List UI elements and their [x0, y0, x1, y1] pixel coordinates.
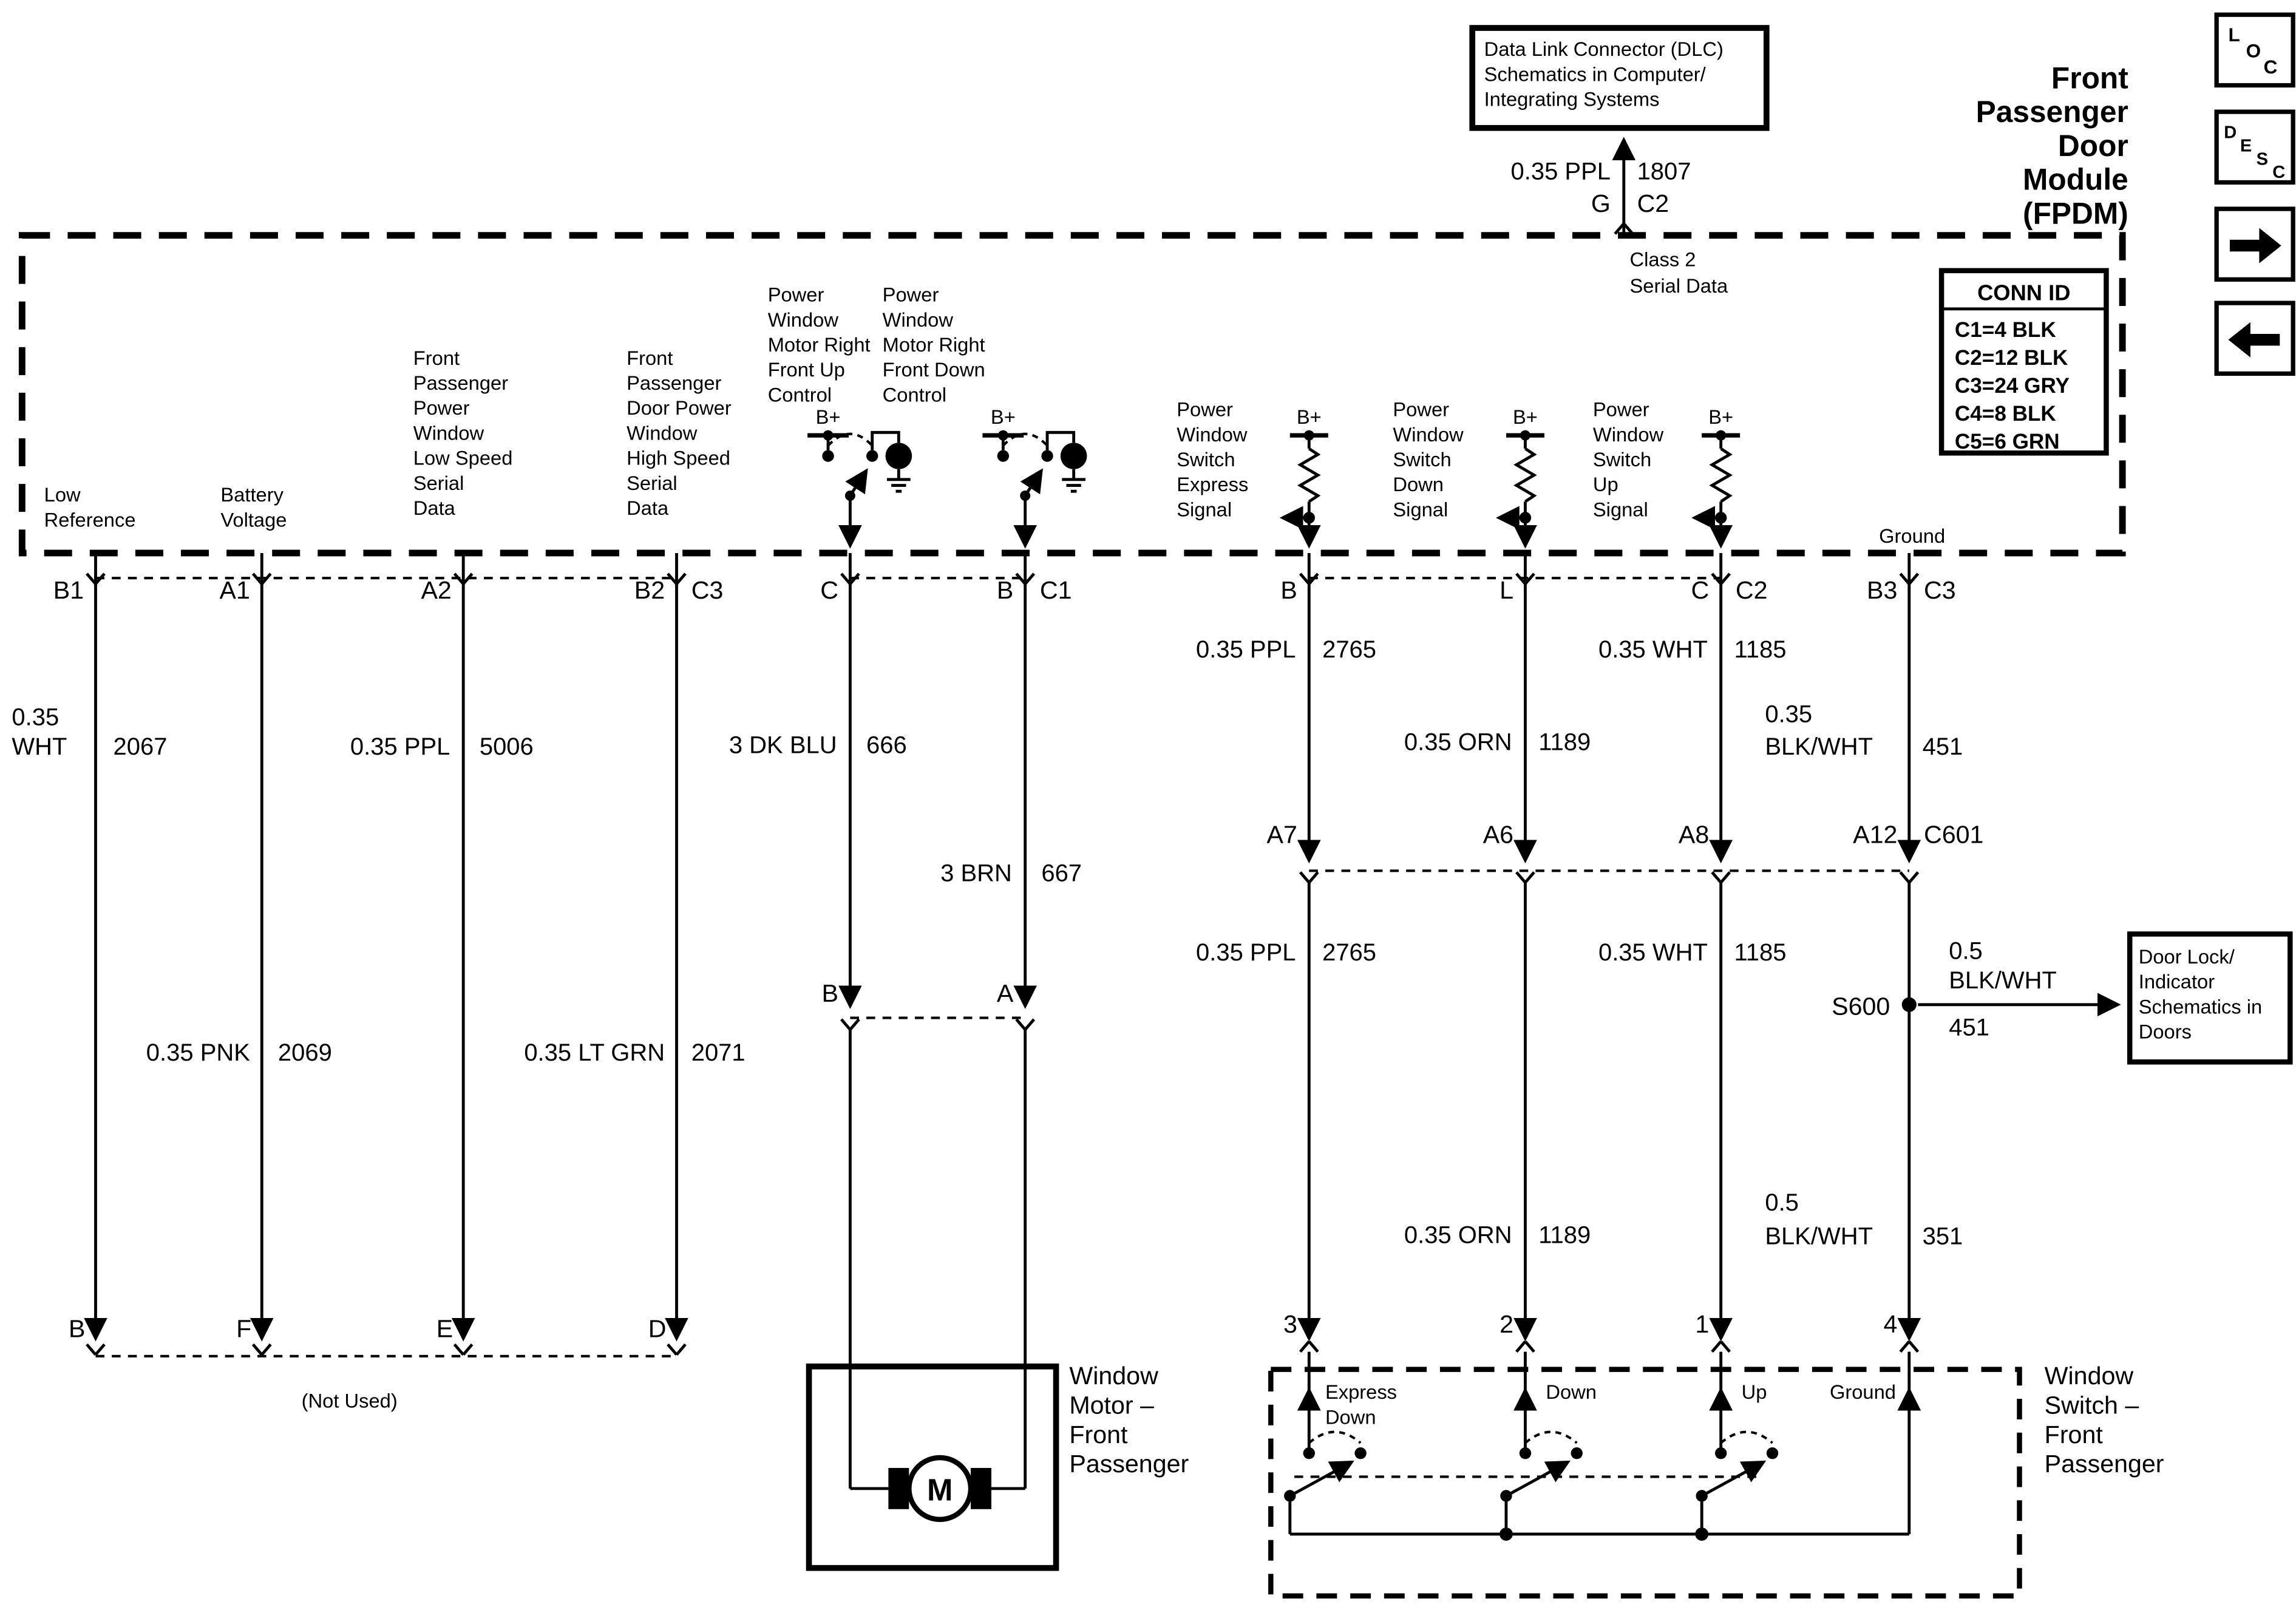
up-control-label: Front Up	[767, 358, 845, 381]
dlc-box-line: Data Link Connector (DLC)	[1484, 38, 1724, 61]
pin-a12: A12	[1853, 820, 1898, 849]
loc-button[interactable]	[2216, 15, 2293, 85]
pin-b1: B1	[53, 576, 84, 605]
wire-451b: BLK/WHT	[1949, 967, 2057, 994]
down-control-label: Window	[882, 308, 953, 331]
next-button[interactable]	[2216, 209, 2293, 279]
pin-b: B	[996, 576, 1014, 605]
pin-a1: A1	[219, 576, 250, 605]
down-control-label: Power	[882, 283, 939, 306]
low-speed-serial-label: Low Speed	[413, 446, 513, 469]
wire-labels	[12, 636, 2056, 1250]
high-speed-serial-label: Passenger	[627, 372, 722, 395]
high-speed-serial-label: Door Power	[627, 396, 732, 420]
down-control-label: Motor Right	[882, 333, 985, 356]
wire-1189b: 1189	[1538, 1221, 1591, 1249]
wire-451b: 0.5	[1949, 937, 1983, 965]
wire-351: BLK/WHT	[1765, 1223, 1873, 1250]
up-signal-label: Up	[1592, 473, 1618, 496]
down-control-label: Control	[882, 383, 947, 406]
low-speed-serial-label: Passenger	[413, 372, 509, 395]
up-control-label: Window	[767, 308, 838, 331]
bplus-label: B+	[1708, 405, 1734, 428]
up-control-label: Control	[767, 383, 832, 406]
loc-letter: L	[2228, 23, 2240, 46]
conn-id-row: C4=8 BLK	[1954, 401, 2056, 426]
low-speed-serial-label: Serial	[413, 471, 464, 494]
conn-c3: C3	[691, 576, 724, 605]
window-switch-box	[1271, 1362, 2164, 1596]
down-signal-label: Power	[1393, 398, 1450, 421]
up-signal-label: Power	[1592, 398, 1649, 421]
motor-title: Window	[1069, 1361, 1158, 1390]
switch-title: Switch –	[2044, 1391, 2139, 1419]
wire-351: 351	[1922, 1223, 1963, 1250]
desc-letter: D	[2224, 123, 2237, 143]
high-speed-serial-label: Window	[627, 421, 698, 444]
door-lock-line: Indicator	[2138, 970, 2215, 993]
wire-2071: 0.35 LT GRN	[524, 1039, 665, 1066]
down-signal-label: Window	[1393, 423, 1464, 446]
pin-l: L	[1500, 576, 1514, 605]
pin-motor-b: B	[821, 979, 839, 1007]
module-title: (FPDM)	[2023, 196, 2128, 231]
high-speed-serial-label: High Speed	[627, 446, 730, 469]
pin-b2: B2	[634, 576, 665, 605]
switch-down-label: Down	[1546, 1381, 1597, 1404]
bottom-left-pin-labels	[69, 1314, 666, 1412]
wire-1189: 0.35 ORN	[1404, 729, 1512, 756]
fpdm-module-box	[22, 236, 2122, 553]
wire-2067: WHT	[12, 733, 67, 760]
pin-b-express: B	[1280, 576, 1297, 605]
wire-2765b: 0.35 PPL	[1196, 939, 1296, 967]
wire-1185: 1185	[1734, 636, 1787, 663]
wire-451: BLK/WHT	[1765, 733, 1873, 760]
switch-title: Front	[2044, 1420, 2103, 1449]
conn-id-row: C2=12 BLK	[1954, 345, 2068, 370]
switch-title: Passenger	[2044, 1450, 2164, 1478]
pin-c2-label: C2	[1637, 189, 1669, 217]
wire-451: 0.35	[1765, 701, 1813, 728]
up-control-label: Power	[767, 283, 824, 306]
motor-title: Front	[1069, 1420, 1128, 1449]
conn-c3b: C3	[1924, 576, 1956, 605]
low-speed-serial-label: Window	[413, 421, 484, 444]
conn-id-row: C3=24 GRY	[1954, 373, 2070, 398]
wire-5006: 5006	[479, 733, 534, 760]
up-signal-label: Signal	[1592, 498, 1648, 521]
wire-1189: 1189	[1538, 729, 1591, 756]
module-ground-label: Ground	[1879, 525, 1946, 548]
up-signal-label: Window	[1592, 423, 1664, 446]
down-signal-label: Switch	[1393, 448, 1452, 471]
conn-id-row: C5=6 GRN	[1954, 429, 2060, 454]
window-motor-box	[809, 1362, 1189, 1568]
up-control-label: Motor Right	[767, 333, 871, 356]
down-signal-label: Signal	[1393, 498, 1449, 521]
high-speed-serial-label: Front	[627, 346, 673, 369]
desc-letter: C	[2272, 163, 2286, 183]
desc-letter: S	[2256, 149, 2268, 169]
up-signal-label: Switch	[1592, 448, 1652, 471]
module-title: Module	[2023, 162, 2128, 197]
top-pin-labels	[53, 576, 1956, 604]
door-lock-box	[2130, 934, 2290, 1062]
module-signal-labels	[44, 284, 1945, 547]
wire-1185b: 1185	[1734, 939, 1787, 967]
wire-1807-circuit: 1807	[1637, 158, 1691, 185]
not-used-label: (Not Used)	[301, 1389, 398, 1412]
dlc-box-line: Integrating Systems	[1484, 87, 1660, 110]
pin-g-label: G	[1591, 189, 1611, 217]
down-signal-label: Down	[1393, 473, 1444, 496]
wire-2765b: 2765	[1322, 939, 1377, 967]
switch-express-label: Express	[1325, 1381, 1398, 1404]
low-speed-serial-label: Data	[413, 496, 455, 519]
wire-5006: 0.35 PPL	[350, 733, 450, 760]
door-lock-line: Doors	[2138, 1020, 2192, 1043]
high-speed-serial-label: Serial	[627, 471, 678, 494]
conn-c601: C601	[1924, 820, 1984, 849]
motor-brush-left	[888, 1468, 909, 1509]
wire-451: 451	[1922, 733, 1963, 760]
wire-2071: 2071	[691, 1039, 746, 1066]
wire-1189b: 0.35 ORN	[1404, 1221, 1512, 1249]
wire-666: 3 DK BLU	[729, 732, 837, 759]
module-title: Front	[2051, 61, 2128, 95]
motor-title: Passenger	[1069, 1450, 1189, 1478]
module-title: Passenger	[1975, 95, 2128, 129]
wire-451b: 451	[1949, 1014, 1989, 1041]
wire-351: 0.5	[1765, 1189, 1799, 1216]
battery-voltage-label: Battery	[220, 483, 284, 506]
bplus-label: B+	[815, 405, 841, 428]
motor-brush-right	[971, 1468, 991, 1509]
conn-id-table	[1941, 271, 2106, 454]
conn-id-title: CONN ID	[1977, 280, 2071, 305]
splice-s600-label: S600	[1832, 992, 1890, 1021]
battery-voltage-label: Voltage	[220, 508, 287, 531]
pin-bl-b: B	[69, 1314, 86, 1343]
wire-1185: 0.35 WHT	[1598, 636, 1708, 663]
bplus-label: B+	[1296, 405, 1322, 428]
express-signal-label: Switch	[1177, 448, 1235, 471]
pin-3: 3	[1283, 1310, 1297, 1339]
switch-up-label: Up	[1741, 1381, 1767, 1404]
bplus-label: B+	[1512, 405, 1538, 428]
desc-button[interactable]	[2216, 112, 2293, 182]
pin-bl-d: D	[648, 1314, 667, 1343]
wire-2765: 0.35 PPL	[1196, 636, 1296, 663]
wire-2069: 2069	[277, 1039, 332, 1066]
pin-bl-e: E	[436, 1314, 453, 1343]
conn-c1: C1	[1039, 576, 1072, 605]
window-switch-outline	[1271, 1370, 2019, 1596]
wire-1807-gauge: 0.35 PPL	[1510, 158, 1611, 185]
pin-2: 2	[1500, 1310, 1514, 1339]
express-signal-label: Power	[1177, 398, 1233, 421]
wire-667: 667	[1041, 860, 1082, 887]
express-signal-label: Window	[1177, 423, 1248, 446]
wire-2765: 2765	[1322, 636, 1377, 663]
pin-bl-f: F	[236, 1314, 252, 1343]
low-reference-label: Low	[44, 483, 81, 506]
down-control-label: Front Down	[882, 358, 985, 381]
low-speed-serial-label: Power	[413, 396, 470, 420]
pin-c-up: C	[1691, 576, 1710, 605]
low-speed-serial-label: Front	[413, 346, 460, 369]
module-title: Door	[2057, 128, 2128, 163]
door-lock-line: Schematics in	[2138, 995, 2263, 1018]
bottom-right-pin-labels	[1283, 1310, 1897, 1338]
c601-pin-labels	[1267, 820, 1984, 848]
class2-serial-label: Serial Data	[1629, 274, 1728, 297]
wire-2067: 2067	[113, 733, 168, 760]
loc-letter: O	[2246, 39, 2261, 62]
pin-a2: A2	[421, 576, 452, 605]
low-reference-label: Reference	[44, 508, 136, 531]
high-speed-serial-label: Data	[627, 496, 669, 519]
pin-a8: A8	[1678, 820, 1710, 849]
switch-title: Window	[2044, 1361, 2134, 1390]
pin-a6: A6	[1483, 820, 1514, 849]
conn-id-row: C1=4 BLK	[1954, 318, 2056, 342]
class2-serial-label: Class 2	[1629, 248, 1696, 271]
switch-express-label: Down	[1325, 1405, 1376, 1429]
pin-1: 1	[1695, 1310, 1710, 1339]
express-signal-label: Express	[1177, 473, 1249, 496]
motor-m-label: M	[926, 1472, 953, 1507]
wire-2069: 0.35 PNK	[146, 1039, 250, 1066]
wire-1185b: 0.35 WHT	[1598, 939, 1708, 967]
loc-letter: C	[2263, 56, 2278, 78]
conn-c2: C2	[1735, 576, 1768, 605]
wire-2067: 0.35	[12, 704, 59, 731]
wire-666: 666	[866, 732, 907, 759]
wire-667: 3 BRN	[940, 860, 1012, 887]
pin-a7: A7	[1266, 820, 1297, 849]
back-button[interactable]	[2216, 303, 2293, 373]
pin-4: 4	[1883, 1310, 1898, 1339]
wiring-geometry	[87, 140, 2118, 1541]
door-lock-line: Door Lock/	[2138, 945, 2235, 968]
motor-title: Motor –	[1069, 1391, 1154, 1419]
pin-b3: B3	[1867, 576, 1898, 605]
bplus-label: B+	[990, 405, 1016, 428]
pin-c: C	[820, 576, 839, 605]
desc-letter: E	[2240, 136, 2252, 156]
dlc-box-line: Schematics in Computer/	[1484, 63, 1706, 86]
switch-ground-label: Ground	[1829, 1381, 1896, 1404]
express-signal-label: Signal	[1177, 498, 1232, 521]
pin-motor-a: A	[996, 979, 1014, 1007]
